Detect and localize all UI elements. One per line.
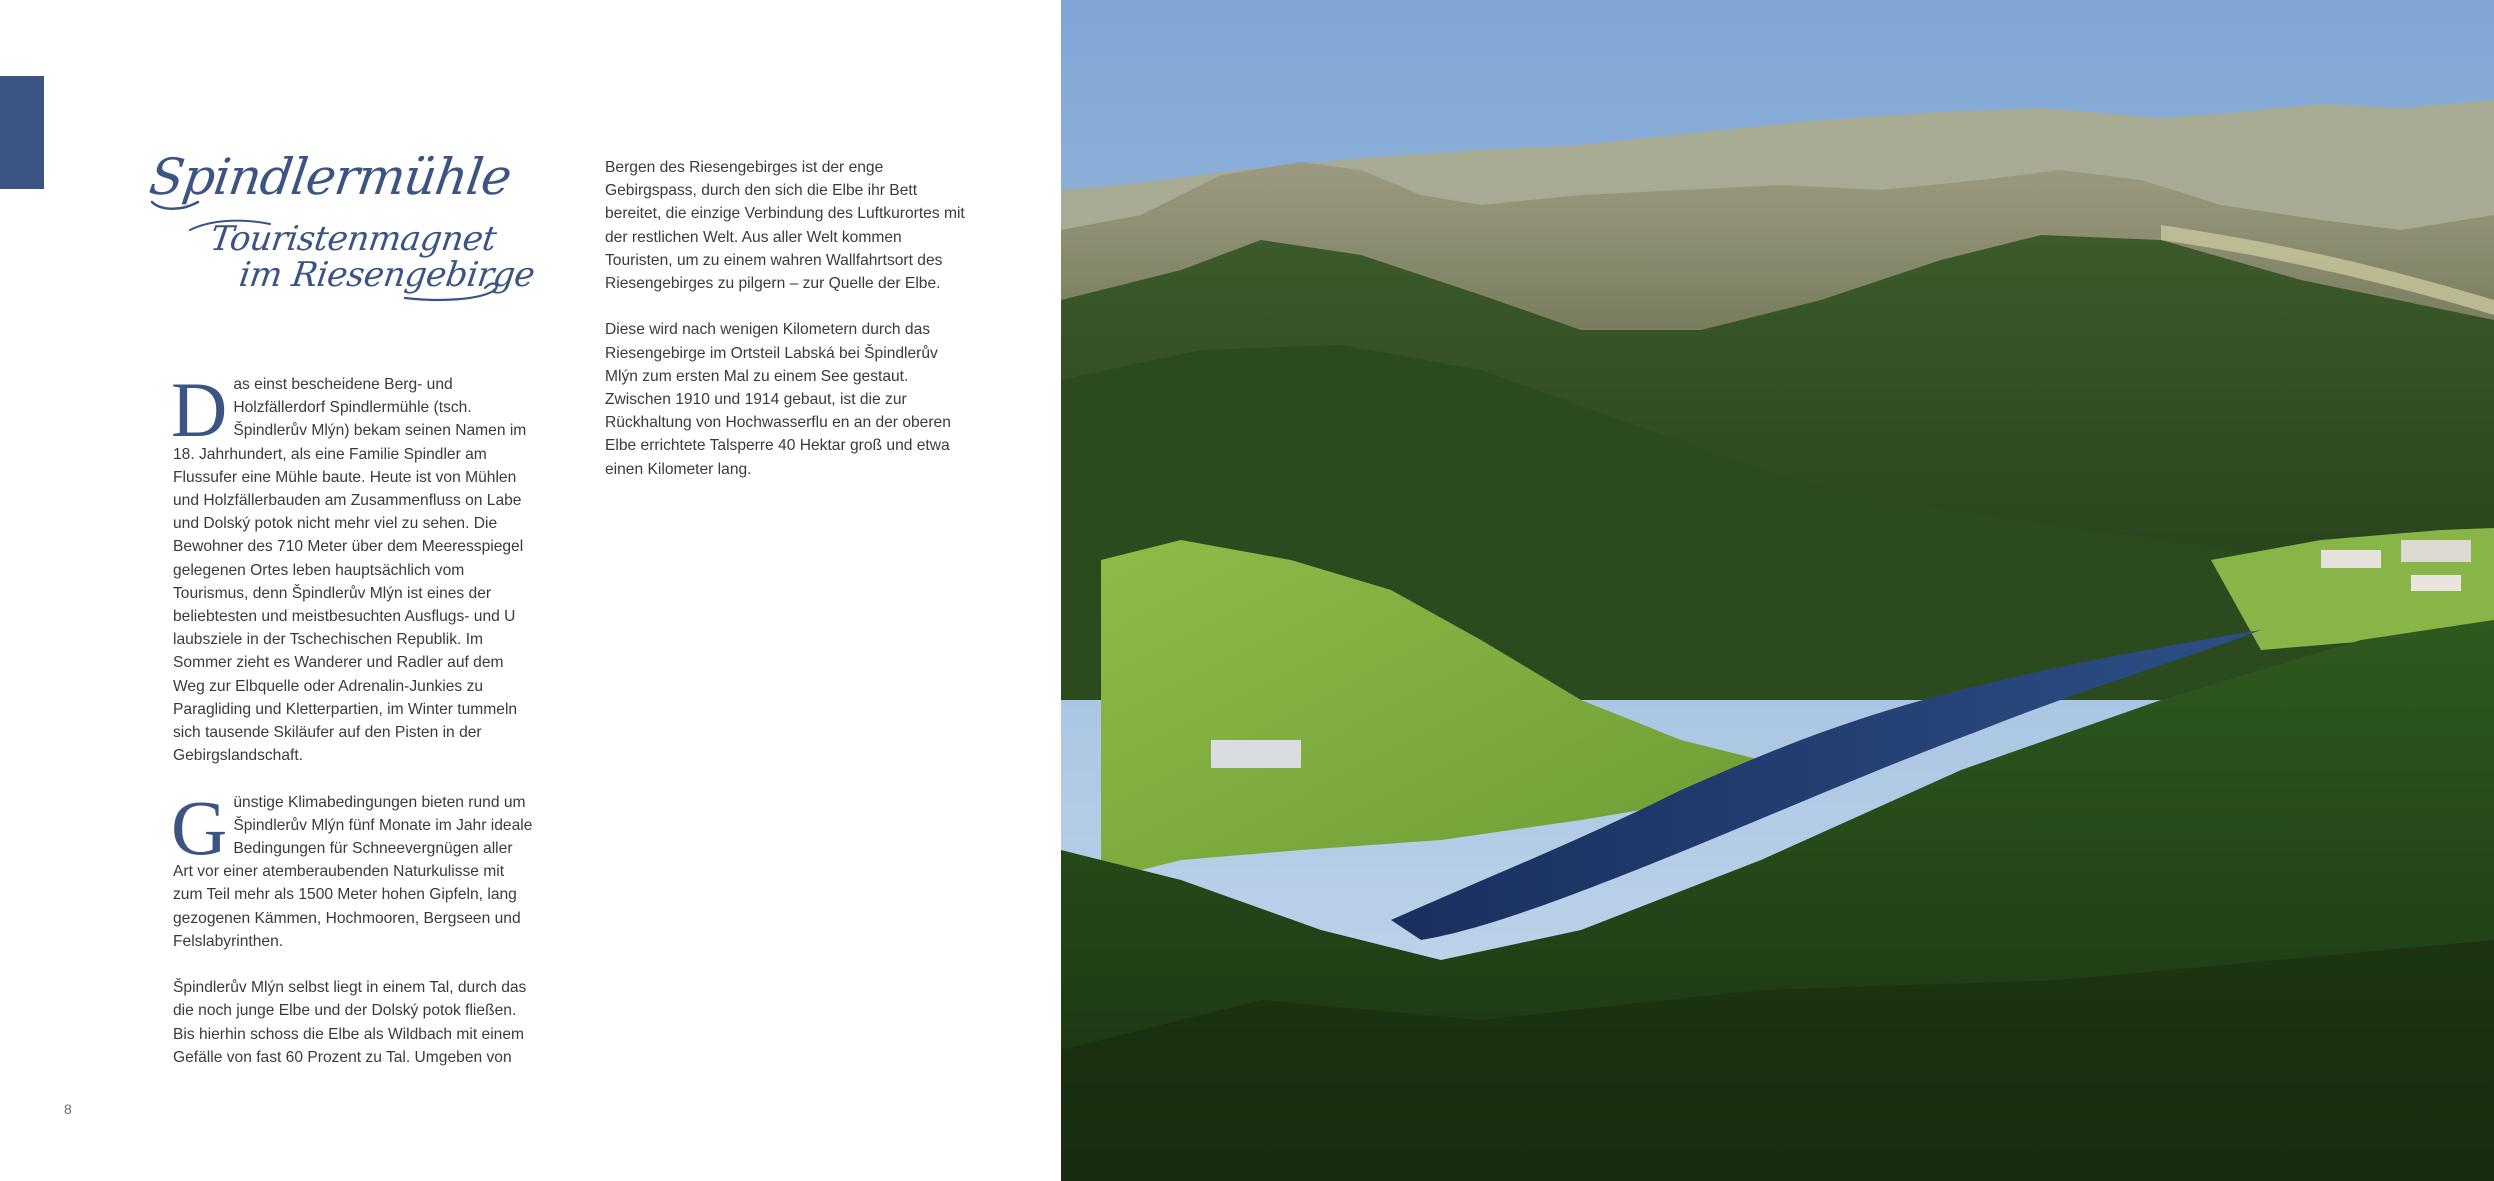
paragraph-3: Špindlerův Mlýn selbst liegt in einem Tal, durch das die noch junge Elbe und der Dolský potok fließen. Bis hierhin schoss die Elbe als Wildbach mit einem Gefälle von fast 60 Prozent zu Tal. Umgeben von	[173, 979, 527, 1066]
drop-cap: G	[171, 783, 228, 871]
title-block	[145, 148, 550, 320]
paragraph-5: Diese wird nach wenigen Kilometern durch das Riesengebirge im Ortsteil Labská bei Špindlerův Mlýn zum ersten Mal zu einem See gestaut. Zwischen 1910 und 1914 gebaut, ist die zur Rückhaltung von Hochwasserflu en an der oberen Elbe errichtete Talsperre 40 Hektar groß und etwa einen Kilometer lang.	[605, 321, 951, 478]
page-title: Spindlermühle	[145, 148, 515, 206]
page-number-left: 8	[64, 1101, 72, 1117]
left-page	[0, 0, 1061, 1181]
paragraph-2	[171, 783, 535, 953]
paragraph-1	[171, 366, 535, 767]
paragraph-1-text: as einst bescheidene Berg- und Holzfällerdorf Spindlermühle (tsch. Špindlerův Mlýn) bekam seinen Namen im 18. Jahrhundert, als eine Familie Spindler am Flussufer eine Mühle baute. Heute ist von Mühlen und Holzfällerbauden am Zusammenfluss on Labe und Dolský potok nicht mehr viel zu sehen. Die Bewohner des 710 Meter über dem Meeresspiegel gelegenen Ortes leben hauptsächlich vom Tourismus, denn Špindlerův Mlýn ist eines der beliebtesten und meistbesuchten Ausflugs- und U laubsziele in der Tschechischen Republik. Im Sommer zieht es Wanderer und Radler auf dem Weg zur Elbquelle oder Adrenalin-Junkies zu Paragliding und Kletterpartien, im Winter tummeln sich tausende Skiläufer auf den Pisten in der Gebirgslandschaft.	[173, 376, 527, 765]
subtitle-line-2: im Riesengebirge	[236, 254, 538, 295]
drop-cap: D	[171, 366, 228, 453]
subtitle-line-1: Touristenmagnet	[207, 219, 499, 259]
paragraph-2-text: ünstige Klimabedingungen bieten rund um Špindlerův Mlýn fünf Monate im Jahr ideale Bedingungen für Schneevergnügen aller Art vor einer atemberaubenden Naturkulisse mit zum Teil mehr als 1500 Meter hohen Gipfeln, lang gezogenen Kämmen, Hochmooren, Bergseen und Felslabyrinthen.	[173, 793, 533, 950]
page-number-right: 9	[2418, 1101, 2426, 1117]
landscape-illustration	[1061, 0, 2494, 1181]
text-column-left	[171, 366, 535, 1092]
text-column-right	[605, 156, 971, 504]
aerial-landscape-photo	[1061, 0, 2494, 1181]
paragraph-4: Bergen des Riesengebirges ist der enge Gebirgspass, durch den sich die Elbe ihr Bett bereitet, die einzige Verbindung des Luftkurortes mit der restlichen Welt. Aus aller Welt kommen Touristen, um zu einem wahren Wallfahrtsort des Riesengebirges zu pilgern – zur Quelle der Elbe.	[605, 159, 965, 293]
title-swash-ornament	[150, 150, 550, 320]
chapter-edge-tab	[0, 76, 44, 189]
